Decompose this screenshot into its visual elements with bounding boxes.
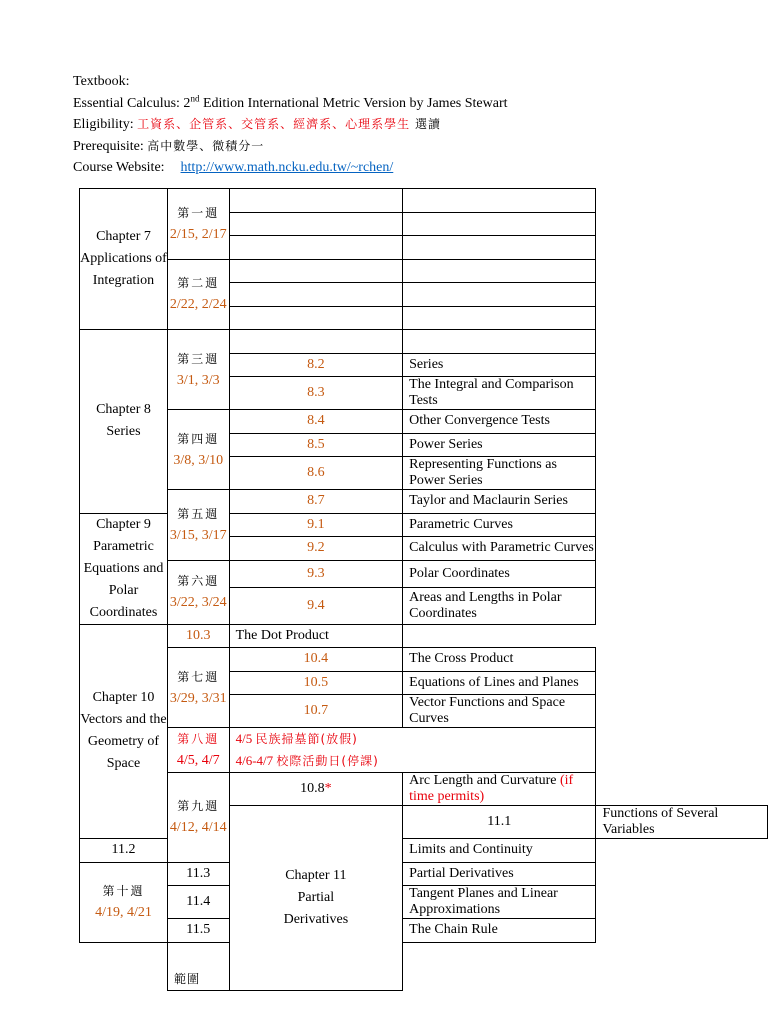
table-row: [80, 189, 768, 213]
scope-cell: 範圍: [167, 942, 402, 990]
section-number-cell: 10.4: [229, 648, 403, 672]
schedule-table: [79, 188, 768, 991]
week-5-cell: 第五週 3/15, 3/17: [167, 490, 229, 561]
section-number-cell: 8.6: [229, 457, 403, 490]
section-number-cell: 9.1: [229, 513, 403, 537]
section-number-cell: [229, 236, 403, 260]
week-6-cell: 第六週 3/22, 3/24: [167, 560, 229, 624]
section-topic-cell: The Dot Product: [229, 624, 403, 648]
section-topic-cell: Limits and Continuity: [403, 839, 596, 863]
table-row: [80, 624, 768, 648]
section-topic-cell: [403, 283, 596, 307]
section-topic-cell: [403, 259, 596, 283]
section-topic-cell: [403, 330, 596, 354]
section-number-cell: 10.3: [167, 624, 229, 648]
eligibility: Eligibility: 工資系、企管系、交管系、經濟系、心理系學生 選讀: [73, 117, 442, 132]
eligibility-value: 工資系、企管系、交管系、經濟系、心理系學生: [137, 117, 411, 131]
section-number-cell: 11.5: [167, 919, 229, 943]
section-topic-cell: Partial Derivatives: [403, 862, 596, 886]
course-website-link[interactable]: http://www.math.ncku.edu.tw/~rchen/: [180, 160, 394, 175]
table-row: [80, 259, 768, 283]
week-8-cell: 第八週 4/5, 4/7: [167, 728, 229, 773]
section-topic-cell: [403, 189, 596, 213]
section-topic-cell: [403, 212, 596, 236]
section-topic-cell: [403, 306, 596, 330]
section-number-cell: 11.4: [167, 886, 229, 919]
week-4-cell: 第四週 3/8, 3/10: [167, 410, 229, 490]
section-number-cell: 8.5: [229, 433, 403, 457]
section-topic-cell: The Chain Rule: [403, 919, 596, 943]
section-topic-cell: Functions of Several Variables: [596, 806, 768, 839]
week-10-cell: 第十週 4/19, 4/21: [80, 862, 168, 942]
section-number-cell: 11.1: [403, 806, 596, 839]
section-number-cell: 8.2: [229, 353, 403, 377]
holiday-notes: 4/5 民族掃墓節(放假) 4/6-4/7 校際活動日(停課): [229, 728, 596, 773]
section-topic-cell: Series: [403, 353, 596, 377]
section-topic-cell: Other Convergence Tests: [403, 410, 596, 434]
week-2-cell: 第二週 2/22, 2/24: [167, 259, 229, 330]
table-row: [80, 773, 768, 806]
textbook-label: Textbook:: [73, 74, 130, 89]
section-number-cell: 8.7: [229, 490, 403, 514]
section-number-cell: 11.3: [167, 862, 229, 886]
prerequisite: Prerequisite: 高中數學、微積分一: [73, 138, 265, 154]
section-topic-cell: Parametric Curves: [403, 513, 596, 537]
section-topic-cell: Taylor and Maclaurin Series: [403, 490, 596, 514]
week-7-cell: 第七週 3/29, 3/31: [167, 648, 229, 728]
chapter-11-cell: Chapter 11 Partial Derivatives: [229, 806, 403, 991]
section-number-cell: [229, 306, 403, 330]
section-number-cell: 11.2: [80, 839, 168, 863]
section-number-cell: [229, 189, 403, 213]
table-row: [80, 919, 768, 943]
section-topic-cell: Areas and Lengths in Polar Coordinates: [403, 587, 596, 624]
section-topic-cell: Representing Functions as Power Series: [403, 457, 596, 490]
textbook-title: Essential Calculus: 2nd Edition International Metric Version by James Stewart: [73, 92, 508, 111]
chapter-9-cell: Chapter 9 Parametric Equations and Polar Coordinates: [80, 513, 168, 624]
section-topic-cell: Arc Length and Curvature (if time permits): [403, 773, 596, 806]
table-row: [80, 560, 768, 587]
section-topic-cell: [403, 236, 596, 260]
chapter-8-cell: Chapter 8 Series: [80, 330, 168, 514]
week-9-cell: 第九週 4/12, 4/14: [167, 773, 229, 863]
section-topic-cell: Tangent Planes and Linear Approximations: [403, 886, 596, 919]
course-header: [73, 71, 508, 179]
section-number-cell: 10.8*: [229, 773, 403, 806]
table-row: [80, 410, 768, 434]
table-row: [80, 648, 768, 672]
section-topic-cell: The Integral and Comparison Tests: [403, 377, 596, 410]
section-number-cell: [229, 212, 403, 236]
section-topic-cell: Polar Coordinates: [403, 560, 596, 587]
prerequisite-value: 高中數學、微積分一: [147, 138, 265, 153]
section-number-cell: [229, 330, 403, 354]
section-number-cell: 8.3: [229, 377, 403, 410]
table-row: [80, 862, 768, 886]
section-number-cell: 8.4: [229, 410, 403, 434]
section-number-cell: [229, 283, 403, 307]
section-topic-cell: Equations of Lines and Planes: [403, 671, 596, 695]
section-topic-cell: Vector Functions and Space Curves: [403, 695, 596, 728]
chapter-7-cell: Chapter 7 Applications of Integration: [80, 189, 168, 330]
table-row: [80, 490, 768, 514]
section-number-cell: [229, 259, 403, 283]
week-1-cell: 第一週 2/15, 2/17: [167, 189, 229, 260]
section-number-cell: 10.7: [229, 695, 403, 728]
section-number-cell: 9.4: [229, 587, 403, 624]
chapter-10-cell: Chapter 10 Vectors and the Geometry of Space: [80, 624, 168, 839]
section-topic-cell: Power Series: [403, 433, 596, 457]
section-number-cell: 9.2: [229, 537, 403, 561]
course-website: Course Website: http://www.math.ncku.edu.tw/~rchen/: [73, 160, 394, 175]
section-number-cell: 9.3: [229, 560, 403, 587]
section-number-cell: 10.5: [229, 671, 403, 695]
section-topic-cell: Calculus with Parametric Curves: [403, 537, 596, 561]
table-row: [80, 330, 768, 354]
week-3-cell: 第三週 3/1, 3/3: [167, 330, 229, 410]
table-row: [80, 886, 768, 919]
section-topic-cell: The Cross Product: [403, 648, 596, 672]
